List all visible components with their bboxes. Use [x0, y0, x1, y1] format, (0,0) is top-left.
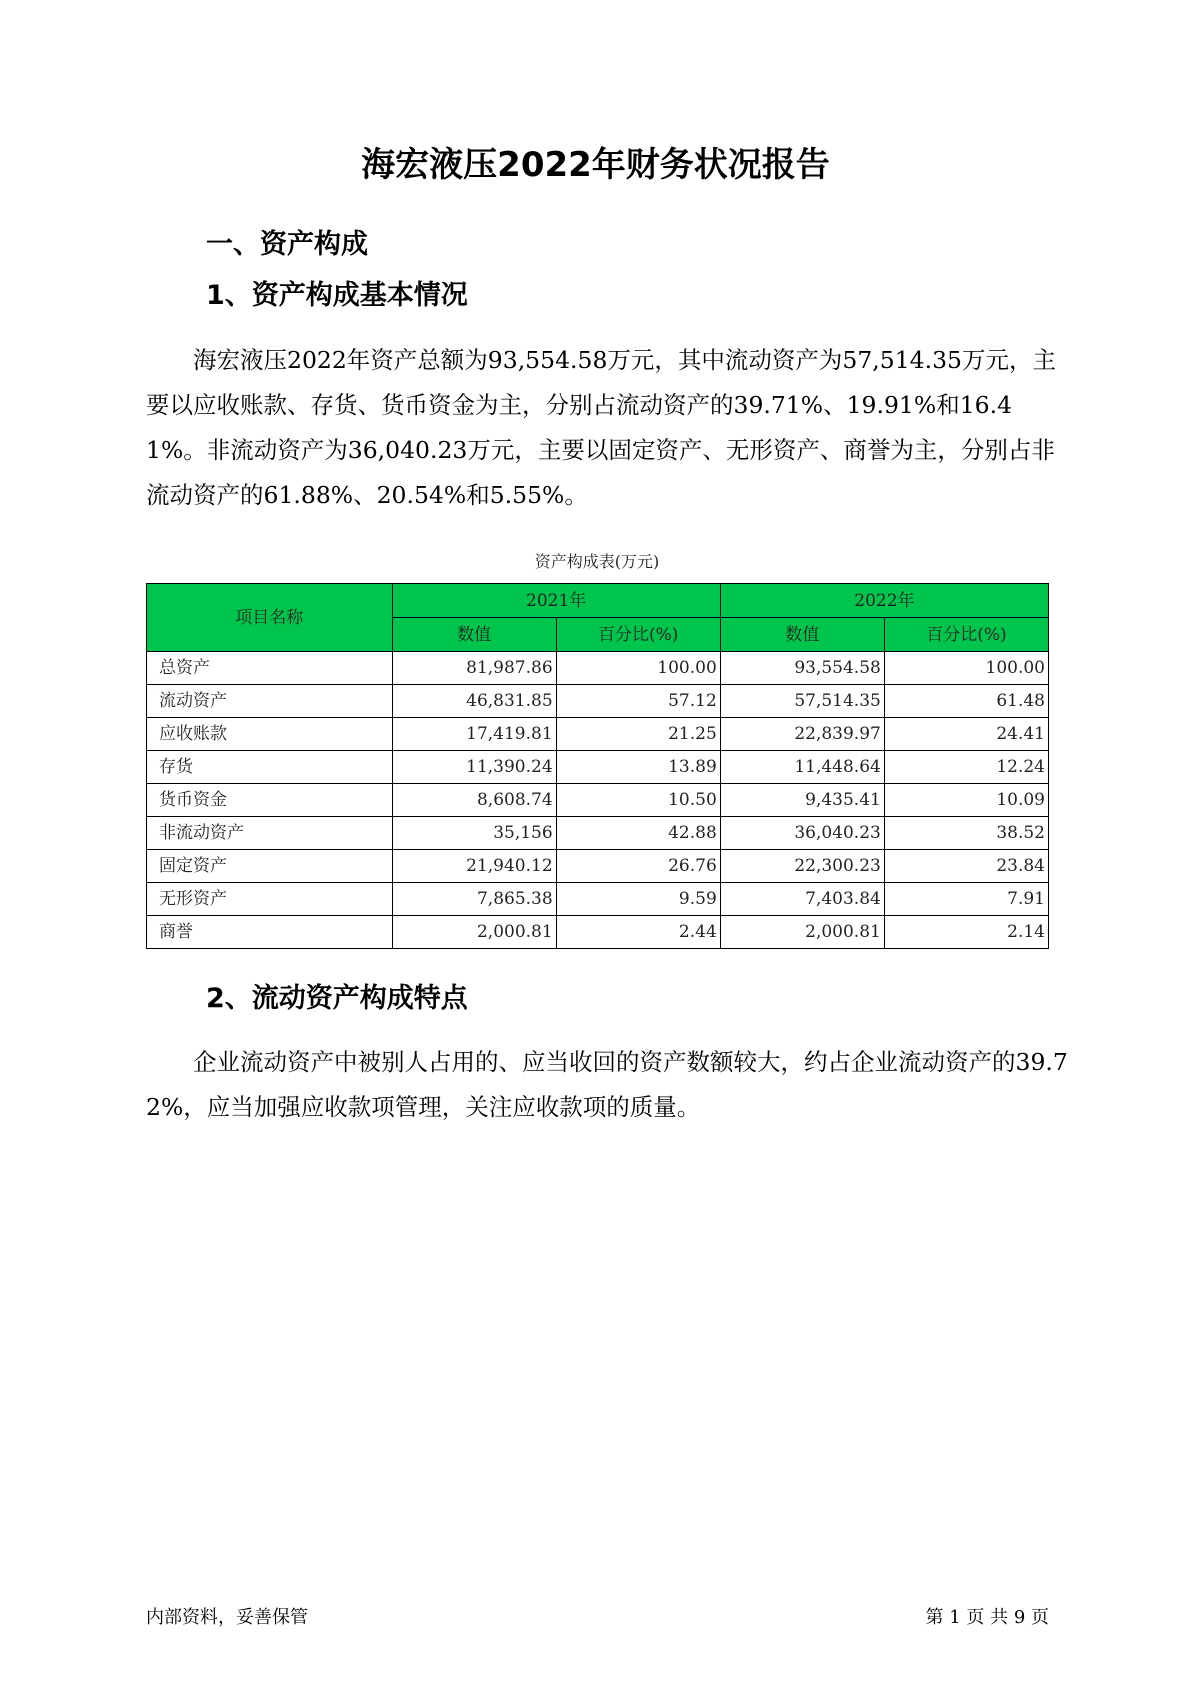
value-2022: 57,514.35	[720, 685, 884, 718]
table-caption: 资产构成表(万元)	[534, 552, 660, 571]
percent-2021: 2.44	[556, 916, 720, 949]
percent-header: 百分比(%)	[884, 618, 1048, 652]
value-2022: 22,839.97	[720, 718, 884, 751]
percent-2021: 57.12	[556, 685, 720, 718]
asset-composition-table	[146, 583, 1049, 949]
value-2021: 81,987.86	[392, 652, 556, 685]
value-header: 数值	[720, 618, 884, 652]
value-2021: 8,608.74	[392, 784, 556, 817]
paragraph-current-asset-features: 企业流动资产中被别人占用的、应当收回的资产数额较大，约占企业流动资产的39.72%，应当加强应收款项管理，关注应收款项的质量。	[146, 1048, 1068, 1121]
percent-2022: 23.84	[884, 850, 1048, 883]
year-header-2021: 2021年	[392, 584, 720, 618]
value-2022: 93,554.58	[720, 652, 884, 685]
percent-2021: 100.00	[556, 652, 720, 685]
value-2022: 36,040.23	[720, 817, 884, 850]
row-name: 流动资产	[147, 685, 393, 718]
row-name: 无形资产	[147, 883, 393, 916]
table-row	[147, 916, 1049, 949]
value-2021: 2,000.81	[392, 916, 556, 949]
row-name: 非流动资产	[147, 817, 393, 850]
table-row	[147, 784, 1049, 817]
table-row	[147, 883, 1049, 916]
percent-2022: 10.09	[884, 784, 1048, 817]
percent-2022: 12.24	[884, 751, 1048, 784]
year-header-2022: 2022年	[720, 584, 1048, 618]
percent-2022: 100.00	[884, 652, 1048, 685]
item-name-header: 项目名称	[147, 584, 393, 652]
subsection-heading-current-asset-features: 2、流动资产构成特点	[206, 983, 468, 1014]
percent-2021: 9.59	[556, 883, 720, 916]
percent-2022: 38.52	[884, 817, 1048, 850]
row-name: 货币资金	[147, 784, 393, 817]
percent-2021: 21.25	[556, 718, 720, 751]
value-2022: 7,403.84	[720, 883, 884, 916]
value-2022: 11,448.64	[720, 751, 884, 784]
row-name: 应收账款	[147, 718, 393, 751]
table-row	[147, 850, 1049, 883]
percent-2021: 10.50	[556, 784, 720, 817]
paragraph-asset-summary: 海宏液压2022年资产总额为93,554.58万元，其中流动资产为57,514.35万元，主要以应收账款、存货、货币资金为主，分别占流动资产的39.71%、19.91%和16.41%。非流动资产为36,040.23万元，主要以固定资产、无形资产、商誉为主，分别占非流动资产的61.88%、20.54%和5.55%。	[146, 346, 1057, 509]
table-row	[147, 751, 1049, 784]
table-row	[147, 817, 1049, 850]
percent-header: 百分比(%)	[556, 618, 720, 652]
table-row	[147, 685, 1049, 718]
table-header-row	[147, 584, 1049, 618]
percent-2022: 61.48	[884, 685, 1048, 718]
percent-2021: 13.89	[556, 751, 720, 784]
row-name: 商誉	[147, 916, 393, 949]
document-title: 海宏液压2022年财务状况报告	[361, 145, 830, 185]
percent-2022: 24.41	[884, 718, 1048, 751]
footer-confidential-note: 内部资料，妥善保管	[146, 1607, 308, 1628]
value-2021: 21,940.12	[392, 850, 556, 883]
percent-2021: 42.88	[556, 817, 720, 850]
value-2021: 17,419.81	[392, 718, 556, 751]
value-2021: 35,156	[392, 817, 556, 850]
table-row	[147, 718, 1049, 751]
value-2021: 7,865.38	[392, 883, 556, 916]
value-2021: 46,831.85	[392, 685, 556, 718]
table-row	[147, 652, 1049, 685]
percent-2022: 7.91	[884, 883, 1048, 916]
percent-2021: 26.76	[556, 850, 720, 883]
value-2022: 9,435.41	[720, 784, 884, 817]
value-2022: 2,000.81	[720, 916, 884, 949]
row-name: 总资产	[147, 652, 393, 685]
value-2022: 22,300.23	[720, 850, 884, 883]
value-2021: 11,390.24	[392, 751, 556, 784]
value-header: 数值	[392, 618, 556, 652]
section-heading-asset-composition: 一、资产构成	[206, 229, 368, 260]
row-name: 固定资产	[147, 850, 393, 883]
row-name: 存货	[147, 751, 393, 784]
percent-2022: 2.14	[884, 916, 1048, 949]
footer-page-number: 第 1 页 共 9 页	[925, 1607, 1049, 1628]
subsection-heading-basic-situation: 1、资产构成基本情况	[206, 280, 468, 311]
